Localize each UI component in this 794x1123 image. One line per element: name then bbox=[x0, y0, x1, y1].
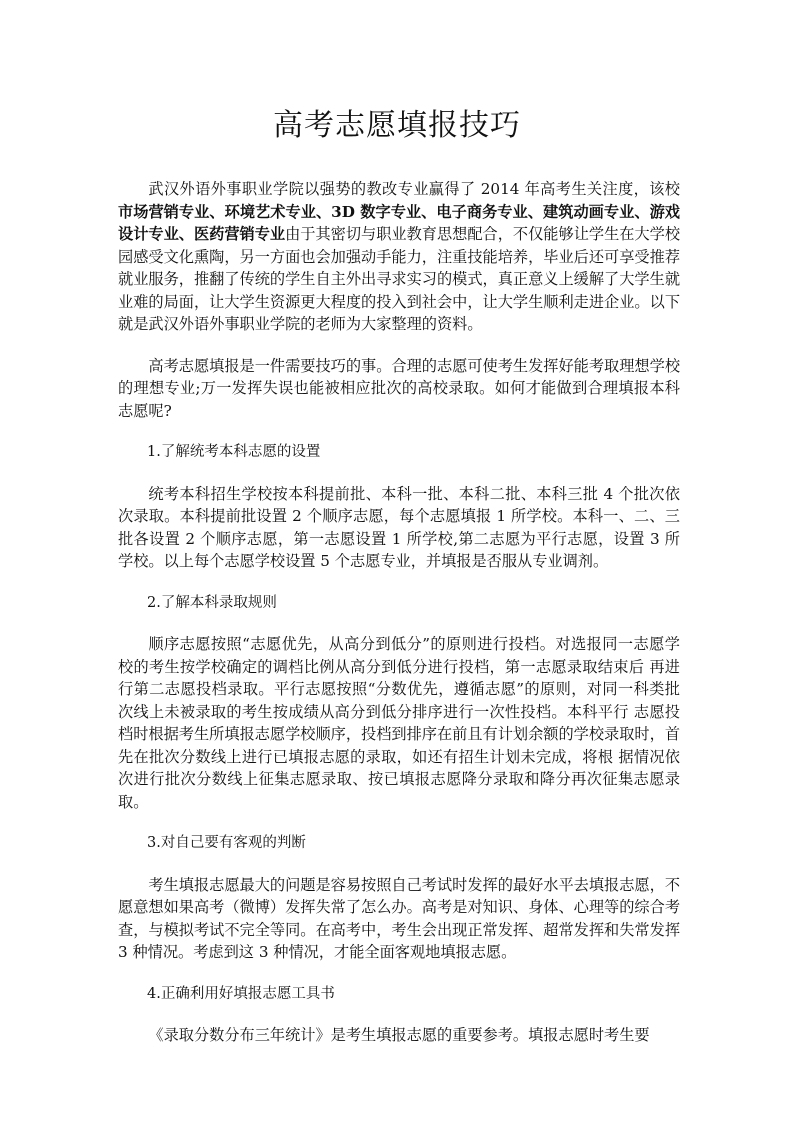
document-body bbox=[118, 178, 680, 1047]
intro-text-end: 由于其密切与职业教育思想配合，不仅能够让学生在大学校园感受文化熏陶，另一方面也会加强动手能力，注重技能培养，毕业后还可享受推荐就业服务，推翻了传统的学生自主外出寻求实习的模式，真正意义上缓解了大学生就业难的局面，让大学生资源更大程度的投入到社会中，让大学生顺利走进企业。以下就是武汉外语外事职业学院的老师为大家整理的资料。 bbox=[118, 225, 681, 333]
intro-bold-majors: 市场营销专业、环境艺术专业、3D 数字专业、电子商务专业、建筑动画专业、游戏设计专业、医药营销专业 bbox=[118, 202, 680, 243]
section-1-heading: 1.了解统考本科志愿的设置 bbox=[147, 444, 321, 460]
section-2-heading: 2.了解本科录取规则 bbox=[147, 594, 277, 611]
section-3-heading: 3.对自己要有客观的判断 bbox=[147, 835, 306, 851]
section-1-body: 统考本科招生学校按本科提前批、本科一批、本科二批、本科三批 4 个批次依次录取。本科提前批设置 2 个顺序志愿，每个志愿填报 1 所学校。本科一、二、三批各设置 2 个顺序志愿，第一志愿设置 1 所学校,第二志愿为平行志愿，设置 3 所学校。以上每个志愿学校设置 5 个志愿专业，并填报是否服从专业调剂。 bbox=[118, 484, 680, 570]
overview-paragraph: 高考志愿填报是一件需要技巧的事。合理的志愿可使考生发挥好能考取理想学校的理想专业;万一发挥失误也能被相应批次的高校录取。如何才能做到合理填报本科志愿呢? bbox=[118, 356, 680, 420]
section-3-body: 考生填报志愿最大的问题是容易按照自己考试时发挥的最好水平去填报志愿，不愿意想如果高考（微博）发挥失常了怎么办。高考是对知识、身体、心理等的综合考查，与模拟考试不完全等同。在高考中，考生会出现正常发挥、超常发挥和失常发挥 3 种情况。考虑到这 3 种情况，才能全面客观地填报志愿。 bbox=[118, 875, 680, 961]
section-4-body: 《录取分数分布三年统计》是考生填报志愿的重要参考。填报志愿时考生要 bbox=[148, 1026, 650, 1044]
section-2-body: 顺序志愿按照“志愿优先，从高分到低分”的原则进行投档。对选报同一志愿学校的考生按学校确定的调档比例从高分到低分进行投档，第一志愿录取结束后 再进行第二志愿投档录取。平行志愿按照“分数优先，遵循志愿”的原则，对同一科类批次线上未被录取的考生按成绩从高分到低分排序进行一次性投档。本科平行 志愿投档时根据考生所填报志愿学校顺序，投档到排序在前且有计划余额的学校录取时，首先在批次分数线上进行已填报志愿的录取，如还有招生计划未完成，将根 据情况依次进行批次分数线上征集志愿录取、按已填报志愿降分录取和降分再次征集志愿录取。 bbox=[118, 635, 680, 811]
intro-text-start: 武汉外语外事职业学院以强势的教改专业赢得了 2014 年高考生关注度，该校 bbox=[148, 180, 680, 198]
document-title: 高考志愿填报技巧 bbox=[273, 108, 521, 143]
intro-paragraph bbox=[118, 178, 680, 336]
section-4-heading: 4.正确利用好填报志愿工具书 bbox=[147, 985, 335, 1002]
